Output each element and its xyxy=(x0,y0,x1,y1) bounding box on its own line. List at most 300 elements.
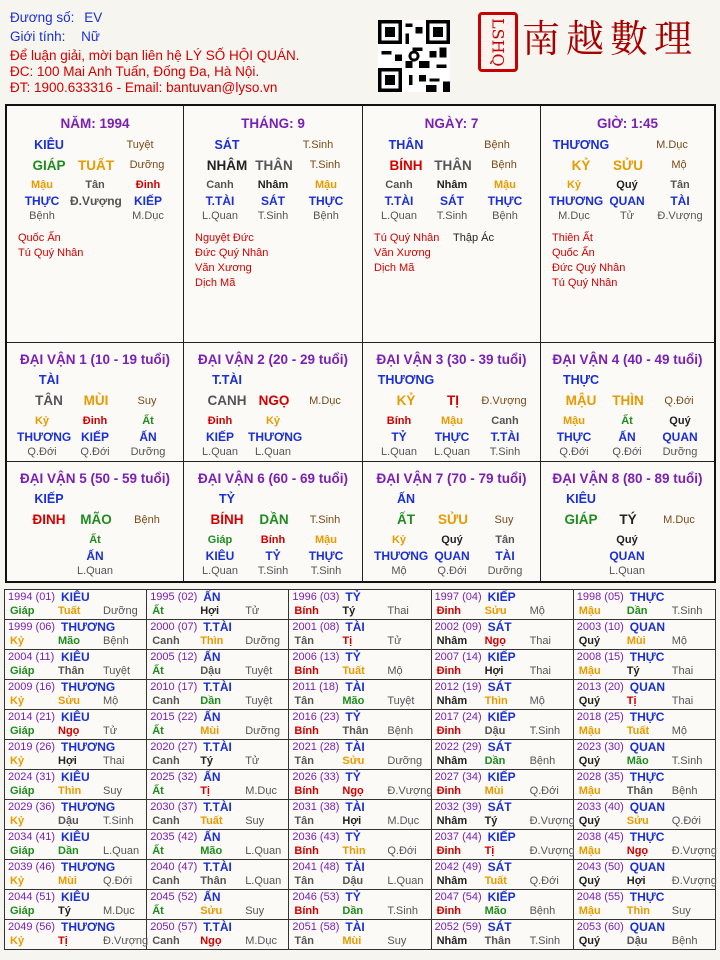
year-god: TỶ xyxy=(345,890,361,904)
year-stem: Đinh xyxy=(436,845,462,857)
year-phase: Suy xyxy=(671,905,691,917)
hidden-stem: Tân xyxy=(85,179,105,191)
hidden-god: KIÊU xyxy=(205,549,235,563)
year-label: 2032 (39) xyxy=(434,801,482,813)
year-label: 1995 (02) xyxy=(150,591,198,603)
year-phase: Tử xyxy=(245,755,260,767)
year-god: KIẾP xyxy=(487,710,516,724)
year-stem: Kỷ xyxy=(10,755,25,767)
hidden-phase: T.Sinh xyxy=(257,210,289,222)
year-cell-content xyxy=(5,680,146,709)
year-cell xyxy=(289,920,431,950)
year-phase: Q.Đới xyxy=(671,815,701,827)
year-label: 2018 (25) xyxy=(576,711,624,723)
pillar-star: Đức Quý Nhân xyxy=(195,247,269,259)
year-label: 2007 (14) xyxy=(434,651,482,663)
year-stem: Tân xyxy=(294,815,314,827)
year-cell xyxy=(289,650,431,680)
year-god: ẤN xyxy=(203,650,221,664)
dai-van-title: ĐẠI VẬN 7 (70 - 79 tuổi) xyxy=(376,471,527,486)
year-cell xyxy=(5,620,147,650)
dai-van-cell-7 xyxy=(363,462,541,581)
pillar-star: Quốc Ấn xyxy=(18,232,61,244)
year-row xyxy=(5,680,716,710)
year-cell-content xyxy=(574,590,715,619)
year-cell-content xyxy=(289,620,430,649)
hidden-stem: Mậu xyxy=(31,179,53,191)
year-label: 2044 (51) xyxy=(8,891,56,903)
year-cell-content xyxy=(289,860,430,889)
dai-van-chi: SỬU xyxy=(438,512,468,527)
year-label: 2038 (45) xyxy=(576,831,624,843)
year-phase: Thai xyxy=(387,605,409,617)
hidden-phase: Q.Đới xyxy=(437,565,467,577)
year-phase: Bệnh xyxy=(529,755,556,767)
dai-van-cell-8 xyxy=(541,462,714,581)
dai-van-god: TÀI xyxy=(38,373,60,387)
hidden-stem: Kỷ xyxy=(391,534,407,546)
year-branch: Tị xyxy=(484,845,495,857)
hidden-stem: Ất xyxy=(89,534,101,546)
year-cell xyxy=(289,800,431,830)
year-label: 2004 (11) xyxy=(8,651,55,663)
hidden-god: QUAN xyxy=(662,430,698,444)
pillar-can: NHÂM xyxy=(206,158,248,173)
year-cell-content xyxy=(289,800,430,829)
hidden-phase: L.Quan xyxy=(254,446,292,458)
year-god: KIẾP xyxy=(487,890,516,904)
hidden-stem: Mậu xyxy=(563,415,585,427)
pillar-cell-4 xyxy=(541,106,714,343)
year-branch: Dậu xyxy=(58,815,79,827)
year-phase: Bệnh xyxy=(529,905,556,917)
dai-van-god: THỰC xyxy=(562,373,600,387)
hidden-god: T.TÀI xyxy=(384,194,414,208)
year-branch: Dậu xyxy=(200,665,221,677)
year-cell xyxy=(431,620,573,650)
year-stem: Canh xyxy=(152,635,180,647)
hidden-phase: L.Quan xyxy=(201,446,239,458)
year-god: THỰC xyxy=(629,890,665,904)
year-cell xyxy=(147,650,289,680)
year-god: T.TÀI xyxy=(203,620,232,634)
year-cell xyxy=(5,860,147,890)
year-branch: Tý xyxy=(484,815,498,827)
year-cell-content xyxy=(574,890,715,919)
year-label: 2041 (48) xyxy=(292,861,340,873)
year-stem: Tân xyxy=(294,935,314,947)
year-cell-content xyxy=(574,860,715,889)
year-god: T.TÀI xyxy=(203,800,232,814)
dai-van-god: ẤN xyxy=(396,492,416,506)
year-stem: Canh xyxy=(152,695,180,707)
pillar-god-top: THƯƠNG xyxy=(552,138,610,152)
year-label: 2010 (17) xyxy=(150,681,198,693)
year-phase: Tuyệt xyxy=(103,665,131,677)
year-cell-content xyxy=(147,770,288,799)
hidden-phase: Dưỡng xyxy=(662,446,698,458)
pillar-chi-phase: T.Sinh xyxy=(309,159,341,171)
hidden-god: KIẾP xyxy=(133,194,162,208)
year-cell xyxy=(573,710,715,740)
hidden-god: TÀI xyxy=(670,194,690,208)
year-branch: Dậu xyxy=(484,725,506,737)
year-branch: Tuất xyxy=(626,725,650,737)
hidden-god: THƯƠNG xyxy=(374,549,429,563)
year-label: 2003 (10) xyxy=(576,621,624,633)
year-god: KIÊU xyxy=(61,890,90,904)
hidden-phase: M.Dục xyxy=(558,210,590,222)
pillar-can: KỶ xyxy=(571,158,591,173)
year-row xyxy=(5,740,716,770)
hidden-god: QUAN xyxy=(609,549,645,563)
year-god: KIÊU xyxy=(61,770,90,784)
year-phase: T.Sinh xyxy=(671,755,703,767)
year-cell xyxy=(289,590,431,620)
year-cell xyxy=(573,860,715,890)
year-cell-content xyxy=(432,710,573,739)
year-cell-content xyxy=(5,860,146,889)
year-god: TỶ xyxy=(345,590,361,604)
year-god: TỶ xyxy=(345,830,361,844)
year-cell-content xyxy=(432,620,573,649)
hidden-stem: Bính xyxy=(260,534,286,546)
hidden-phase: L.Quan xyxy=(380,446,418,458)
contact-invite: Để luận giải, mời bạn liên hệ LÝ SỐ HỘI QUÁN. xyxy=(10,48,300,63)
year-label: 2024 (31) xyxy=(8,771,56,783)
year-phase: L.Quan xyxy=(245,875,282,887)
pillar-chi: THÂN xyxy=(434,158,472,173)
year-cell-content xyxy=(432,830,573,859)
year-cell xyxy=(147,830,289,860)
year-cell-content xyxy=(5,710,146,739)
year-branch: Tý xyxy=(58,905,71,917)
year-god: THƯƠNG xyxy=(61,860,116,874)
year-cell xyxy=(431,740,573,770)
dai-van-row-2 xyxy=(7,462,714,581)
year-cell-content xyxy=(574,830,715,859)
year-cell-content xyxy=(147,590,288,619)
year-branch: Thìn xyxy=(626,905,650,917)
year-god: ẤN xyxy=(203,830,221,844)
year-cell xyxy=(5,710,147,740)
year-god: KIÊU xyxy=(61,710,90,724)
dai-van-can: GIÁP xyxy=(564,512,598,527)
year-branch: Thân xyxy=(484,935,511,947)
hidden-phase: T.Sinh xyxy=(310,565,342,577)
pillar-god-top: SÁT xyxy=(214,138,240,152)
year-label: 2017 (24) xyxy=(434,711,482,723)
year-phase: Tuyệt xyxy=(387,695,415,707)
year-cell xyxy=(573,740,715,770)
hidden-phase: Q.Đới xyxy=(612,446,642,458)
year-stem: Kỷ xyxy=(10,875,25,887)
year-row xyxy=(5,710,716,740)
year-stem: Giáp xyxy=(10,785,35,797)
year-phase: Đ.Vượng xyxy=(387,785,433,797)
hidden-stem: Quý xyxy=(669,415,691,427)
year-god: THƯƠNG xyxy=(61,740,116,754)
hidden-stem: Kỷ xyxy=(265,415,281,427)
year-branch: Dần xyxy=(342,905,364,917)
dai-van-phase: Suy xyxy=(494,514,514,526)
year-stem: Ất xyxy=(152,905,164,917)
year-label: 2023 (30) xyxy=(576,741,624,753)
year-branch: Sửu xyxy=(626,815,649,827)
hidden-phase: L.Quan xyxy=(76,565,114,577)
year-cell xyxy=(431,710,573,740)
hidden-stem: Tân xyxy=(495,534,515,546)
year-god: ẤN xyxy=(203,710,221,724)
year-phase: Đ.Vượng xyxy=(103,935,149,947)
year-phase: T.Sinh xyxy=(529,725,561,737)
year-phase: Q.Đới xyxy=(529,785,559,797)
year-label: 2043 (50) xyxy=(576,861,624,873)
year-branch: Thân xyxy=(200,875,227,887)
year-god: THỰC xyxy=(629,710,665,724)
year-branch: Ngọ xyxy=(342,785,364,797)
year-god: KIẾP xyxy=(487,590,516,604)
year-god: T.TÀI xyxy=(203,680,232,694)
year-phase: T.Sinh xyxy=(387,905,418,917)
year-label: 1997 (04) xyxy=(434,591,482,603)
hidden-stem: Kỷ xyxy=(34,415,50,427)
year-branch: Dậu xyxy=(626,935,648,947)
year-branch: Tý xyxy=(626,665,640,677)
year-stem: Ất xyxy=(152,785,164,797)
pillar-god-top: KIÊU xyxy=(34,138,64,152)
year-cell-content xyxy=(574,710,715,739)
year-god: TÀI xyxy=(345,920,365,934)
year-god: THỰC xyxy=(629,770,665,784)
year-cell-content xyxy=(5,650,146,679)
year-stem: Mậu xyxy=(578,845,601,857)
hidden-phase: L.Quan xyxy=(608,565,646,577)
hidden-stem: Canh xyxy=(385,179,413,191)
year-stem: Quý xyxy=(578,875,601,887)
year-stem: Giáp xyxy=(10,845,35,857)
hidden-god: KIẾP xyxy=(205,430,234,444)
year-phase: Đ.Vượng xyxy=(671,845,717,857)
year-label: 2001 (08) xyxy=(292,621,340,633)
year-stem: Ất xyxy=(152,725,164,737)
hidden-phase: Đ.Vượng xyxy=(657,210,703,222)
year-cell-content xyxy=(432,680,573,709)
year-phase: Mộ xyxy=(103,695,119,707)
year-branch: Sửu xyxy=(200,905,223,917)
year-god: KIẾP xyxy=(487,770,516,784)
pillar-chi: SỬU xyxy=(613,158,643,173)
year-cell xyxy=(147,800,289,830)
hidden-stem: Mậu xyxy=(315,534,337,546)
pillar-god-top: THÂN xyxy=(388,138,424,152)
year-cell xyxy=(573,890,715,920)
pillar-star: Dịch Mã xyxy=(374,262,415,274)
hidden-stem: Mậu xyxy=(494,179,516,191)
year-label: 2042 (49) xyxy=(434,861,482,873)
year-branch: Tị xyxy=(58,935,68,947)
year-label: 1998 (05) xyxy=(576,591,624,603)
year-phase: Mộ xyxy=(671,635,688,647)
pillar-chi: TUẤT xyxy=(78,158,114,173)
year-cell-content xyxy=(147,740,288,769)
pillar-cell-1 xyxy=(7,106,184,343)
year-phase: Đ.Vượng xyxy=(529,815,575,827)
year-cell xyxy=(431,650,573,680)
hidden-phase: Bệnh xyxy=(492,210,518,222)
year-phase: Dưỡng xyxy=(103,605,138,617)
hidden-god: TÀI xyxy=(495,549,515,563)
hidden-phase: T.Sinh xyxy=(257,565,289,577)
year-cell xyxy=(431,770,573,800)
hidden-stem: Quý xyxy=(616,179,638,191)
year-phase: M.Dục xyxy=(245,935,277,947)
year-god: QUAN xyxy=(629,680,666,694)
year-stem: Giáp xyxy=(10,905,35,917)
dai-van-can: KỶ xyxy=(396,393,416,408)
year-god: KIÊU xyxy=(61,830,90,844)
year-phase: Suy xyxy=(245,815,265,827)
hidden-god: ẤN xyxy=(86,549,104,563)
year-cell xyxy=(147,740,289,770)
year-branch: Tị xyxy=(626,695,637,707)
hidden-phase: L.Quan xyxy=(201,210,239,222)
pillar-star: Thiên Ất xyxy=(552,232,593,244)
year-stem: Nhâm xyxy=(436,695,468,707)
year-branch: Sửu xyxy=(58,695,81,707)
year-god: THỰC xyxy=(629,590,665,604)
year-label: 2050 (57) xyxy=(150,921,198,933)
year-stem: Bính xyxy=(294,785,319,797)
gender-label: Giới tính: xyxy=(10,29,66,44)
year-branch: Tuất xyxy=(200,815,223,827)
owner-line xyxy=(10,10,102,25)
contact-phone-email: ĐT: 1900.633316 - Email: bantuvan@lyso.vn xyxy=(10,80,278,95)
year-cell-content xyxy=(432,590,573,619)
year-row xyxy=(5,830,716,860)
year-stem: Kỷ xyxy=(10,695,25,707)
hidden-god: Đ.Vượng xyxy=(70,194,122,208)
year-stem: Mậu xyxy=(578,785,601,797)
year-branch: Sửu xyxy=(342,755,365,767)
year-phase: Bệnh xyxy=(671,935,698,947)
dai-van-phase: M.Dục xyxy=(663,514,695,526)
dai-van-chi: MÃO xyxy=(80,512,112,527)
year-stem: Kỷ xyxy=(10,815,25,827)
year-branch: Thìn xyxy=(200,635,224,647)
hidden-god: THỰC xyxy=(308,549,344,563)
dai-van-chi: THÌN xyxy=(612,393,644,408)
year-row xyxy=(5,800,716,830)
hidden-phase: Q.Đới xyxy=(80,446,110,458)
hidden-phase: L.Quan xyxy=(380,210,418,222)
dai-van-can: ẤT xyxy=(397,512,415,527)
year-stem: Quý xyxy=(578,695,601,707)
dai-van-chi: NGỌ xyxy=(258,393,290,408)
hidden-god: TỶ xyxy=(391,430,407,444)
year-cell xyxy=(147,710,289,740)
year-label: 2049 (56) xyxy=(8,921,56,933)
hidden-stem: Tân xyxy=(670,179,690,191)
hidden-god: TỶ xyxy=(265,549,281,563)
year-row xyxy=(5,620,716,650)
year-cell xyxy=(289,740,431,770)
year-stem: Mậu xyxy=(578,665,601,677)
hidden-god: ẤN xyxy=(618,430,636,444)
year-cell xyxy=(289,830,431,860)
year-stem: Giáp xyxy=(10,725,35,737)
year-cell xyxy=(5,770,147,800)
year-label: 1994 (01) xyxy=(8,591,56,603)
year-cell-content xyxy=(147,620,288,649)
year-label: 2051 (58) xyxy=(292,921,340,933)
year-phase: T.Sinh xyxy=(671,605,703,617)
year-branch: Ngọ xyxy=(484,635,506,647)
hidden-stem: Nhâm xyxy=(436,179,468,191)
year-cell-content xyxy=(5,830,146,859)
year-god: THƯƠNG xyxy=(61,920,116,934)
hidden-stem: Mậu xyxy=(315,179,337,191)
year-phase: Mộ xyxy=(671,725,688,737)
year-cell-content xyxy=(147,920,288,949)
year-cell-content xyxy=(432,770,573,799)
year-phase: Thai xyxy=(529,665,551,677)
year-stem: Nhâm xyxy=(436,935,468,947)
pillar-chi-phase: Mộ xyxy=(671,159,687,171)
year-god: QUAN xyxy=(629,800,666,814)
year-phase: Thai xyxy=(529,635,551,647)
year-branch: Hợi xyxy=(200,605,220,617)
pillar-title: NĂM: 1994 xyxy=(60,116,130,131)
year-branch: Thìn xyxy=(58,785,82,797)
year-phase: Mộ xyxy=(529,695,545,707)
year-god: KIẾP xyxy=(487,830,516,844)
dai-van-cell-5 xyxy=(7,462,184,581)
dai-van-phase: M.Dục xyxy=(309,395,341,407)
year-stem: Giáp xyxy=(10,605,35,617)
year-god: T.TÀI xyxy=(203,860,232,874)
hidden-god: T.TÀI xyxy=(205,194,235,208)
year-cell-content xyxy=(432,800,573,829)
year-stem: Đinh xyxy=(436,725,462,737)
year-label: 2036 (43) xyxy=(292,831,340,843)
year-cell xyxy=(573,590,715,620)
contact-address: ĐC: 100 Mai Anh Tuấn, Đống Đa, Hà Nội. xyxy=(10,64,260,79)
year-stem: Mậu xyxy=(578,725,601,737)
year-stem: Nhâm xyxy=(436,875,468,887)
year-branch: Mùi xyxy=(200,725,220,737)
year-phase: Tuyệt xyxy=(245,695,273,707)
year-branch: Ngọ xyxy=(200,935,222,947)
year-stem: Đinh xyxy=(436,665,462,677)
pillar-star: Dịch Mã xyxy=(195,277,236,289)
year-cell xyxy=(5,680,147,710)
dai-van-phase: Suy xyxy=(137,395,157,407)
hidden-phase: Dưỡng xyxy=(487,565,523,577)
brand-title: 南越數理 xyxy=(522,17,699,61)
year-branch: Ngọ xyxy=(58,725,80,737)
year-god: ẤN xyxy=(203,590,221,604)
year-stem: Canh xyxy=(152,875,180,887)
pillar-chi: THÂN xyxy=(255,158,293,173)
hidden-stem: Ất xyxy=(621,415,633,427)
year-cell-content xyxy=(574,740,715,769)
year-phase: Tuyệt xyxy=(245,665,273,677)
year-cell-content xyxy=(289,590,430,619)
year-label: 1996 (03) xyxy=(292,591,340,603)
hidden-phase: Q.Đới xyxy=(27,446,57,458)
year-phase: Mộ xyxy=(387,665,403,677)
